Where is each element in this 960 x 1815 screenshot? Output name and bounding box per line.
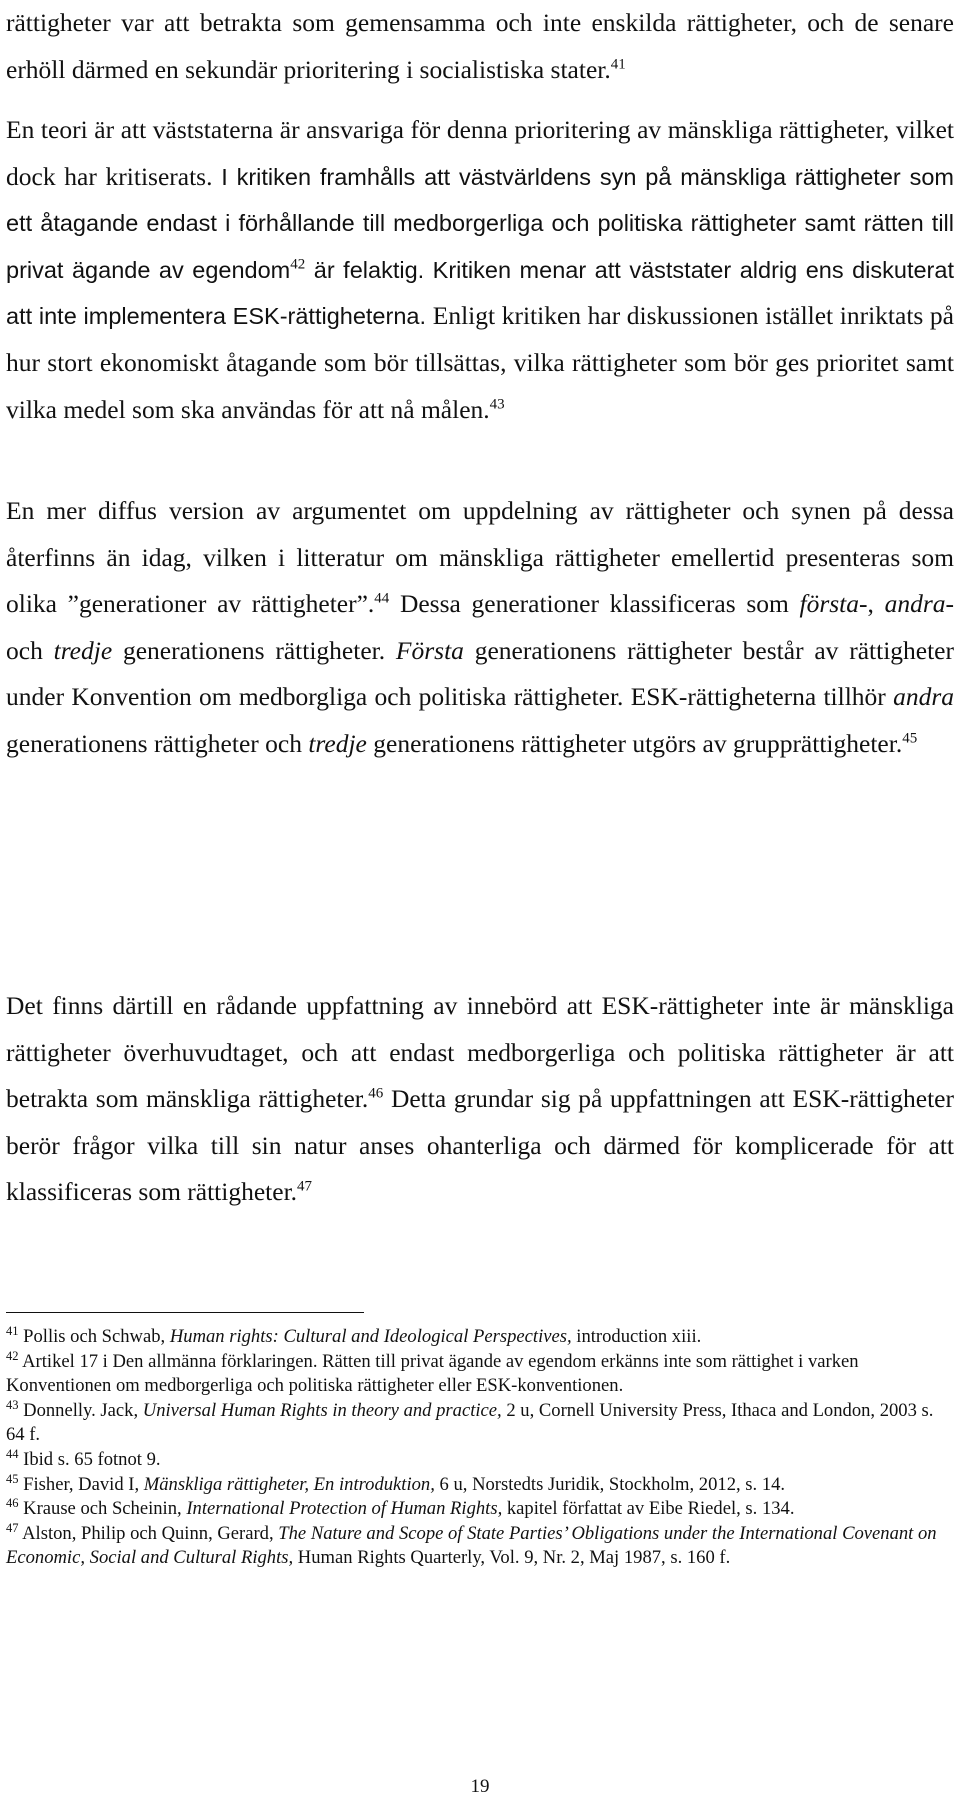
paragraph-text: Detta grundar sig på uppfattningen att ESK-rättigheter berör frågor vilka till sin natur anses ohanterliga och därmed för komplicerade för att klassificeras som rättigheter. [6, 1084, 954, 1207]
italic-term: första- [799, 589, 868, 619]
footnote-text: 6 u, Norstedts Juridik, Stockholm, 2012, s. 14. [434, 1473, 786, 1495]
footnote-text: Pollis och Schwab, [18, 1326, 170, 1347]
paragraph-text-sans: är felaktig. Kritiken menar att väststater aldrig ens diskuterat att inte implementera ESK-rättigheterna. [6, 256, 954, 330]
paragraph-text: rättigheter var att betrakta som gemensamma och inte enskilda rättigheter, och de senare erhöll därmed en sekundär prioritering i socialistiska stater. [6, 8, 954, 84]
paragraph-text-sans: I kritiken framhålls att västvärldens syn på mänskliga rättigheter som ett åtagande endast i förhållande till medborgerliga och politiska rättigheter samt rätten till privat ägande av egendom [6, 163, 954, 283]
footnote-ref-43: 43 [489, 396, 505, 413]
footnote-number: 46 [6, 1495, 19, 1510]
footnote-44 [6, 1448, 954, 1473]
italic-term: tredje [53, 635, 113, 665]
paragraph-text: generationens rättigheter utgörs av grupprättigheter. [366, 728, 903, 758]
paragraph-generations [6, 488, 954, 768]
footnote-text: kapitel författat av Eibe Riedel, s. 134. [502, 1498, 795, 1520]
page-number: 19 [470, 1776, 490, 1797]
footnote-45 [6, 1473, 954, 1498]
footnote-number: 44 [6, 1446, 19, 1461]
footnote-43 [6, 1399, 954, 1448]
italic-term: tredje [308, 728, 367, 758]
footnote-ref-45: 45 [902, 730, 918, 747]
paragraph-perception [6, 983, 954, 1216]
footnote-title: Human rights: Cultural and Ideological Perspectives, [169, 1326, 572, 1347]
paragraph-text: En teori är att väststaterna är ansvariga för denna prioritering av mänskliga rättigheter, vilket dock har kritiserats. [6, 115, 954, 191]
footnote-text: Krause och Scheinin, [18, 1498, 187, 1520]
footnote-text: Human Rights Quarterly, Vol. 9, Nr. 2, Maj 1987, s. 160 f. [293, 1547, 731, 1569]
paragraph-text: generationens rättigheter består av rättigheter under Konvention om medborgliga och politiska rättigheter. ESK-rättigheterna tillhör [6, 635, 954, 712]
footnote-text: 2 u, Cornell University Press, Ithaca and London, 2003 s. 64 f. [6, 1399, 934, 1446]
footnote-ref-44: 44 [374, 590, 390, 607]
footnote-title: Universal Human Rights in theory and practice, [142, 1399, 502, 1421]
footnote-41 [6, 1325, 954, 1350]
footnote-ref-41: 41 [610, 56, 626, 73]
paragraph-text: generationens rättigheter och [6, 728, 309, 758]
footnote-47 [6, 1522, 954, 1571]
footnote-title: International Protection of Human Rights, [186, 1498, 503, 1520]
paragraph-text: och [6, 635, 54, 665]
paragraph-continuation [6, 0, 954, 93]
footnote-number: 45 [6, 1471, 19, 1486]
footnote-text: introduction xiii. [571, 1326, 702, 1347]
footnote-text: Fisher, David I, [18, 1473, 144, 1495]
italic-term: Första [395, 635, 464, 665]
footnote-ref-47: 47 [297, 1178, 313, 1195]
footnote-42 [6, 1350, 954, 1399]
footnote-text: Alston, Philip och Quinn, Gerard, [18, 1522, 279, 1544]
paragraph-text: , [867, 589, 885, 619]
footnote-number: 47 [6, 1520, 19, 1535]
paragraph-text: En mer diffus version av argumentet om uppdelning av rättigheter och synen på dessa återfinns än idag, vilken i litteratur om mänskliga rättigheter emellertid presenteras som olika ”generationer av rättigheter”. [6, 496, 954, 619]
footnote-number: 42 [6, 1348, 19, 1363]
footnotes [6, 1325, 954, 1571]
paragraph-text: Enligt kritiken har diskussionen istället inriktats på hur stort ekonomiskt åtagande som bör tillsättas, vilka rättigheter som bör ges prioritet samt vilka medel som ska användas för att nå målen. [6, 301, 954, 424]
footnote-title: The Nature and Scope of State Parties’ Obligations under the International Covenant on Economic, Social and Cultural Rights, [6, 1522, 937, 1569]
paragraph-text: generationens rättigheter. [112, 635, 396, 665]
paragraph-theory [6, 107, 954, 433]
paragraph-text: Dessa generationer klassificeras som [389, 589, 800, 619]
paragraph-text: Det finns därtill en rådande uppfattning av innebörd att ESK-rättigheter inte är mänskliga rättigheter överhuvudtaget, och att endast medborgerliga och politiska rättigheter är att betrakta som mänskliga rättigheter. [6, 991, 954, 1114]
footnote-number: 41 [6, 1323, 19, 1338]
footnote-ref-42: 42 [290, 256, 306, 273]
footnote-title: Mänskliga rättigheter, En introduktion, [143, 1473, 435, 1495]
footnote-46 [6, 1497, 954, 1522]
italic-term: andra- [884, 589, 954, 619]
footnote-text: Donnelly. Jack, [18, 1399, 143, 1421]
footnote-text: Ibid s. 65 fotnot 9. [18, 1448, 161, 1470]
footnote-ref-46: 46 [368, 1085, 384, 1102]
footnote-text: Artikel 17 i Den allmänna förklaringen. Rätten till privat ägande av egendom erkänns inte som rättighet i varken Konventionen om medborgerliga och politiska rättigheter eller ESK-konventionen. [6, 1350, 859, 1397]
footnote-number: 43 [6, 1397, 19, 1412]
italic-term: andra [893, 682, 954, 712]
footnote-separator [6, 1312, 364, 1313]
